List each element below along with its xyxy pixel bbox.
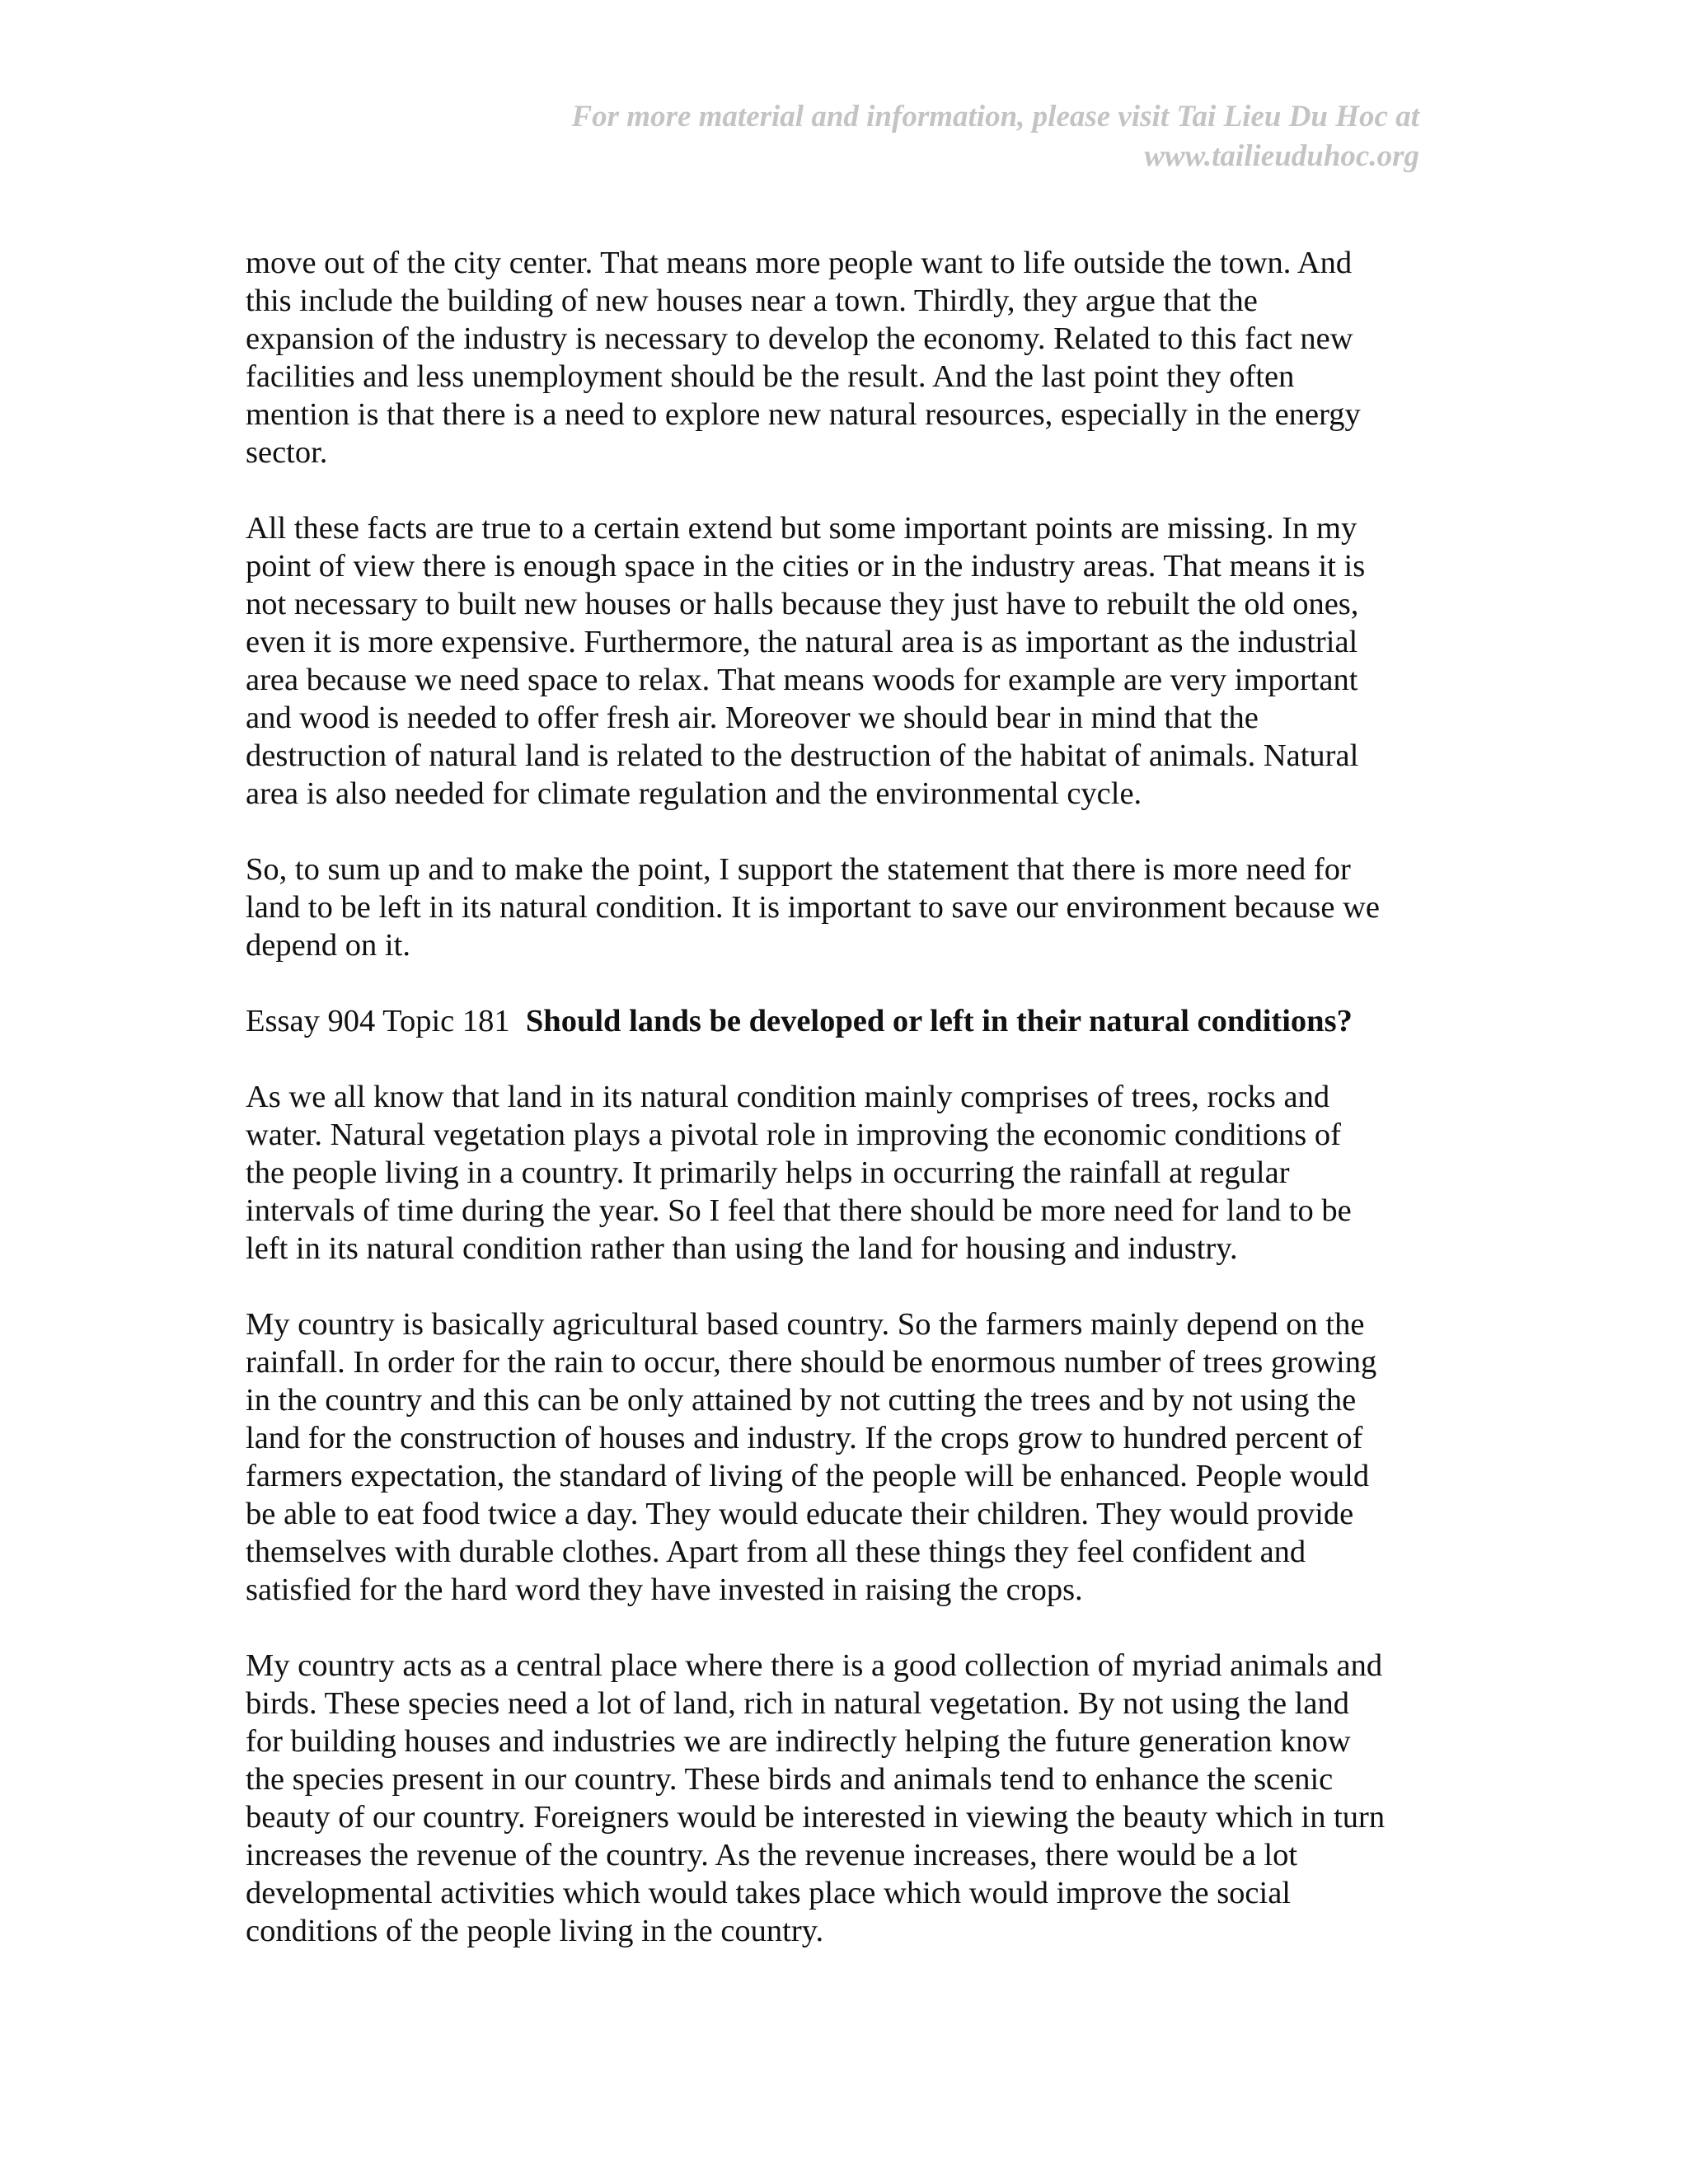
text-line: land for the construction of houses and industry. If the crops grow to hundred percent of (246, 1421, 1363, 1455)
essay-paragraph-intro (246, 1078, 1449, 1268)
text-line: area is also needed for climate regulation and the environmental cycle. (246, 776, 1142, 811)
text-line: As we all know that land in its natural condition mainly comprises of trees, rocks and (246, 1080, 1330, 1114)
text-line: for building houses and industries we are indirectly helping the future generation know (246, 1724, 1351, 1759)
text-line: and wood is needed to offer fresh air. Moreover we should bear in mind that the (246, 701, 1259, 735)
text-line: be able to eat food twice a day. They would educate their children. They would provide (246, 1497, 1354, 1531)
paragraph-continuation (246, 244, 1449, 471)
text-line: rainfall. In order for the rain to occur, there should be enormous number of trees growing (246, 1345, 1377, 1380)
text-line: depend on it. (246, 928, 410, 963)
page-header-notice (430, 97, 1419, 176)
text-line: left in its natural condition rather than using the land for housing and industry. (246, 1231, 1238, 1266)
text-line: birds. These species need a lot of land, rich in natural vegetation. By not using the land (246, 1686, 1349, 1721)
text-line: intervals of time during the year. So I feel that there should be more need for land to be (246, 1193, 1352, 1228)
text-line: farmers expectation, the standard of living of the people will be enhanced. People would (246, 1459, 1370, 1493)
essay-paragraph-wildlife (246, 1647, 1449, 1950)
text-line: beauty of our country. Foreigners would be interested in viewing the beauty which in turn (246, 1800, 1386, 1835)
header-line-1: For more material and information, please visit Tai Lieu Du Hoc at (571, 100, 1419, 134)
text-line: point of view there is enough space in the cities or in the industry areas. That means it is (246, 549, 1366, 583)
paragraph-conclusion (246, 851, 1449, 964)
text-line: So, to sum up and to make the point, I support the statement that there is more need for (246, 852, 1351, 887)
paragraph-counterpoint (246, 509, 1449, 813)
text-line: sector. (246, 435, 328, 470)
text-line: increases the revenue of the country. As the revenue increases, there would be a lot (246, 1838, 1298, 1872)
text-line: even it is more expensive. Furthermore, the natural area is as important as the industrial (246, 625, 1358, 659)
text-line: not necessary to built new houses or halls because they just have to rebuilt the old ones, (246, 587, 1359, 621)
text-line: My country acts as a central place where there is a good collection of myriad animals and (246, 1648, 1383, 1683)
text-line: themselves with durable clothes. Apart from all these things they feel confident and (246, 1535, 1306, 1569)
text-line: move out of the city center. That means more people want to life outside the town. And (246, 246, 1353, 280)
header-url: www.tailieuduhoc.org (1144, 139, 1419, 173)
text-line: My country is basically agricultural based country. So the farmers mainly depend on the (246, 1307, 1365, 1342)
text-line: water. Natural vegetation plays a pivotal role in improving the economic conditions of (246, 1118, 1341, 1152)
text-line: mention is that there is a need to explore new natural resources, especially in the energy (246, 397, 1361, 432)
text-line: the species present in our country. These birds and animals tend to enhance the scenic (246, 1762, 1334, 1797)
text-line: destruction of natural land is related to the destruction of the habitat of animals. Natural (246, 738, 1359, 773)
document-body (246, 244, 1449, 1988)
text-line: this include the building of new houses near a town. Thirdly, they argue that the (246, 284, 1258, 318)
text-line: facilities and less unemployment should be the result. And the last point they often (246, 359, 1295, 394)
essay-heading (246, 1002, 1449, 1040)
text-line: developmental activities which would takes place which would improve the social (246, 1876, 1291, 1910)
essay-label: Essay 904 Topic 181 (246, 1004, 510, 1038)
text-line: All these facts are true to a certain extend but some important points are missing. In my (246, 511, 1357, 546)
essay-title: Should lands be developed or left in their natural conditions? (525, 1004, 1353, 1038)
text-line: in the country and this can be only attained by not cutting the trees and by not using the (246, 1383, 1357, 1418)
text-line: area because we need space to relax. That means woods for example are very important (246, 663, 1358, 697)
text-line: expansion of the industry is necessary to develop the economy. Related to this fact new (246, 321, 1353, 356)
text-line: conditions of the people living in the country. (246, 1914, 824, 1948)
text-line: land to be left in its natural condition. It is important to save our environment because we (246, 890, 1381, 925)
essay-paragraph-agriculture (246, 1305, 1449, 1609)
text-line: satisfied for the hard word they have invested in raising the crops. (246, 1572, 1083, 1607)
text-line: the people living in a country. It primarily helps in occurring the rainfall at regular (246, 1155, 1290, 1190)
